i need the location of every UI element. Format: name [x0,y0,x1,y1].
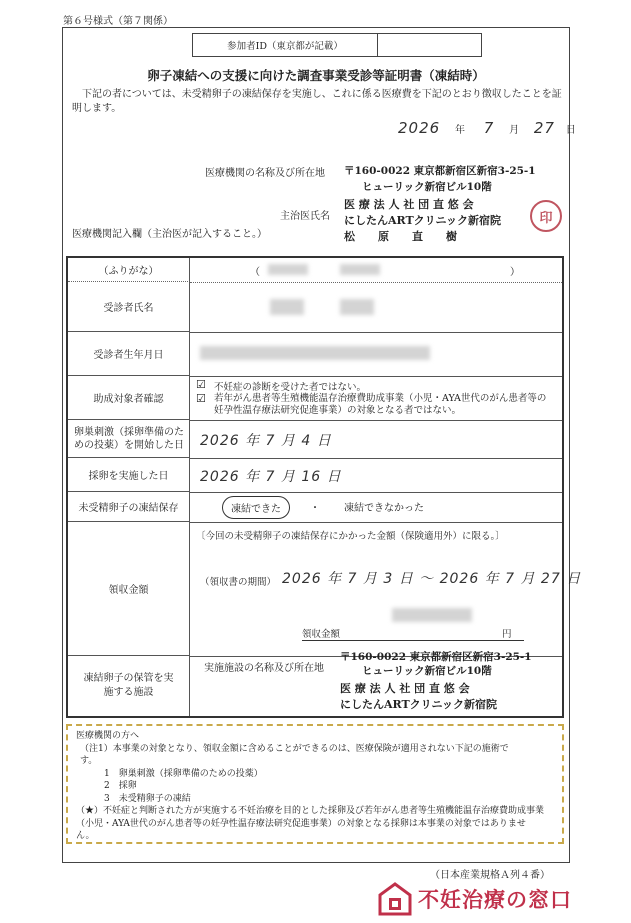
furigana-redacted-1 [268,264,308,275]
eligibility-checkbox-2[interactable]: ☑ [196,392,206,405]
document-title: 卵子凍結への支援に向けた調査事業受診等証明書（凍結時） [147,68,485,83]
name-label-cell [68,282,190,332]
retrieval-date: 2026 年 7 月 16 日 [200,469,342,485]
fee-value-cell [190,522,582,657]
form-number: 第６号様式（第７関係） [63,16,173,27]
storage-corporation: 医 療 法 人 社 団 直 悠 会 [340,682,470,695]
doctor-label: 主治医氏名 [280,211,330,222]
birth-label: 受診者生年月日 [93,350,164,361]
issue-day-unit: 日 [565,125,576,136]
fee-amount-redacted [392,608,472,622]
retrieval-label: 採卵を実施した日 [88,471,169,482]
freeze-value-cell [190,492,562,523]
paper-size-note: （日本産業規格Ａ列４番） [430,870,550,881]
furigana-redacted-2 [340,264,380,275]
logo-text: 不妊治療の窓口 [418,888,572,912]
site-logo[interactable] [378,880,628,918]
freeze-no-option[interactable]: 凍結できなかった [344,503,424,514]
participant-id-box [192,33,482,57]
eligibility-value-cell [190,376,562,421]
eligibility-label-cell [68,376,190,420]
eligibility-checkbox-1[interactable]: ☑ [196,378,206,391]
storage-postal: 〒160-0022 東京都新宿区新宿3-25-1 [340,651,532,663]
fee-amount-line [302,626,524,641]
note-1: （注1）本事業の対象となり、領収金額に含めることができるのは、医療保険が適用されない下記の施術です。 [80,743,509,766]
stim-label-cell [68,420,190,458]
fee-yen: 円 [502,629,512,640]
storage-label-cell [68,656,190,716]
storage-clinic: にしたんARTクリニック新宿院 [340,698,498,711]
birth-value-cell [190,332,562,377]
fee-period: 2026 年 7 月 3 日 〜 2026 年 7 月 27 日 [282,571,582,587]
freeze-separator: ・ [310,503,320,514]
doctor-seal [530,200,562,232]
fee-period-label: （領収書の期間） [200,577,277,588]
stim-label: 卵巣刺激（採卵準備のための投薬）を開始した日 [74,426,184,451]
clinic-building: ヒューリック新宿ビル10階 [362,181,492,193]
storage-name-label: 実施施設の名称及び所在地 [204,663,324,674]
clinic-name-address-label: 医療機関の名称及び所在地 [205,168,325,179]
furigana-open: （ [250,267,260,278]
storage-value-cell [190,651,562,716]
stim-date: 2026 年 7 月 4 日 [200,433,332,449]
note-2: （★）不妊症と判断された方が実施する不妊治療を目的とした採卵及び若年がん患者等生殖機能温存治療費助成事業（小児・AYA世代のがん患者等の妊孕性温存療法研究促進事業）の対象となる採卵は本事業の対象ではありません。 [76,806,545,841]
doctor-name: 松 原 直 樹 [344,230,463,243]
entry-note: 医療機関記入欄（主治医が記入すること。） [72,229,267,240]
issue-year-unit: 年 [454,125,465,136]
furigana-label: （ふりがな） [98,266,159,277]
issue-day: 27 [533,119,555,137]
main-table [66,256,582,718]
name-redacted-1 [270,299,304,315]
note-1-item-3: 3 未受精卵子の凍結 [104,793,191,804]
birth-redacted [200,346,430,360]
issue-month: 7 [483,119,495,137]
furigana-value-cell [190,258,562,283]
fee-label: 領収金額 [108,585,149,596]
storage-building: ヒューリック新宿ビル10階 [362,665,492,677]
issue-month-unit: 月 [509,125,520,136]
fee-label-cell [68,522,190,656]
notes-box [66,724,564,844]
stim-value-cell [190,420,562,459]
storage-label: 凍結卵子の保管を実施する施設 [83,673,174,698]
name-label: 受診者氏名 [103,303,154,314]
clinic-postal-address: 〒160-0022 東京都新宿区新宿3-25-1 [344,165,536,177]
furigana-close: ） [510,267,520,278]
name-value-cell [190,282,562,333]
seal-text: 印 [539,210,553,226]
eligibility-item-1: 不妊症の診断を受けた者ではない。 [214,382,367,393]
note-1-item-2: 2 採卵 [104,781,137,791]
clinic-corporation: 医 療 法 人 社 団 直 悠 会 [344,198,474,211]
notes-heading: 医療機関の方へ [76,731,140,741]
furigana-label-cell [68,258,190,282]
retrieval-label-cell [68,458,190,492]
freeze-yes-option[interactable]: 凍結できた [222,496,290,519]
eligibility-label: 助成対象者確認 [93,394,164,405]
clinic-name: にしたんARTクリニック新宿院 [344,214,502,227]
intro-text: 下記の者については、未受精卵子の凍結保存を実施し、これに係る医療費を下記のとおり徴収したことを証明します。 [72,89,562,114]
fee-note: 〔今回の未受精卵子の凍結保存にかかった金額（保険適用外）に限る。〕 [196,531,505,542]
name-redacted-2 [340,299,374,315]
freeze-label-cell [68,492,190,522]
issue-date [398,119,576,137]
freeze-label: 未受精卵子の凍結保存 [78,503,179,514]
participant-id-label: 参加者ID（東京都が記載） [193,34,378,56]
note-1-item-1: 1 卵巣刺激（採卵準備のための投薬） [104,768,263,779]
eligibility-item-2: 若年がん患者等生殖機能温存治療費助成事業（小児・AYA世代のがん患者等の妊孕性温存療法研究促進事業）の対象となる者ではない。 [214,393,547,416]
retrieval-value-cell [190,458,562,493]
house-icon [378,882,412,916]
birth-label-cell [68,332,190,376]
fee-amount-label: 領収金額 [302,629,341,640]
issue-year: 2026 [398,119,441,137]
